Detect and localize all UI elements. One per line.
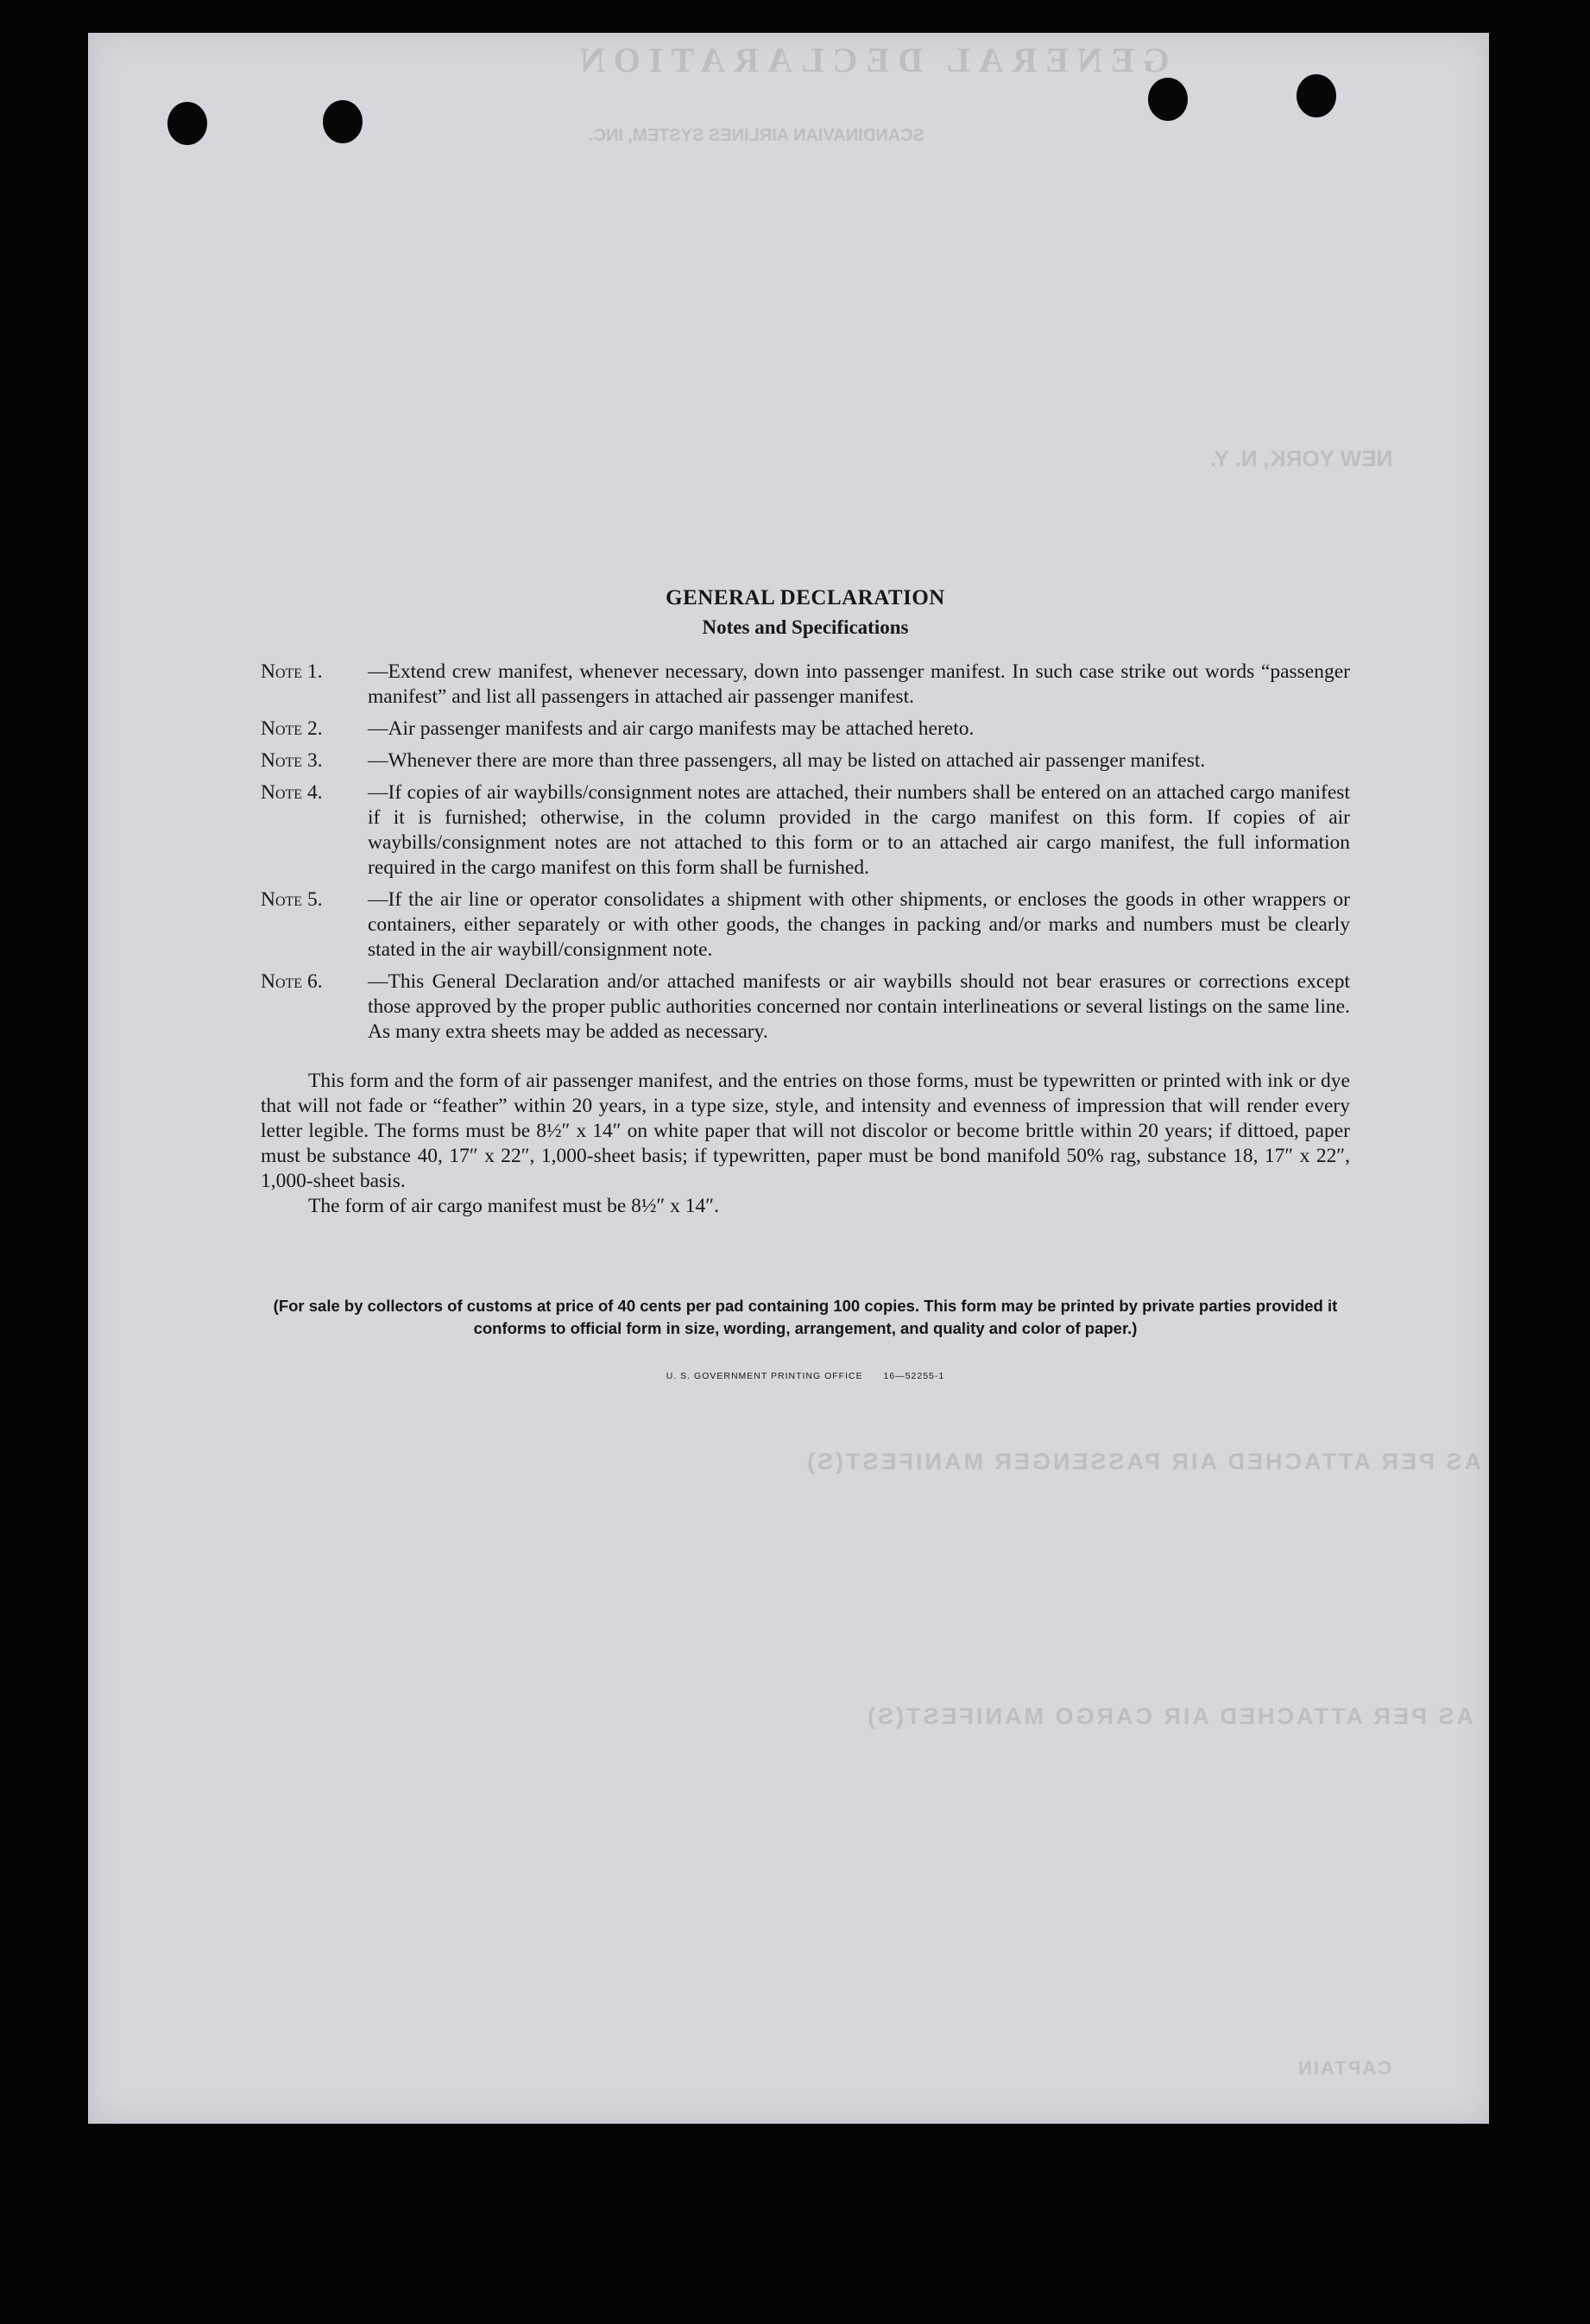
document-sheet (88, 33, 1489, 2124)
show-through-passenger-manifest: AS PER ATTACHED AIR PASSENGER MANIFEST(S) (804, 1449, 1482, 1475)
note-item (261, 969, 1350, 1045)
show-through-cargo-manifest: AS PER ATTACHED AIR CARGO MANIFEST(S) (865, 1703, 1473, 1729)
note-item (261, 717, 1350, 742)
printer-name: U. S. GOVERNMENT PRINTING OFFICE (666, 1371, 863, 1381)
note-label: Note 4. (261, 781, 323, 804)
note-text: —If the air line or operator consolidates a shipment with other shipments, or encloses the goods in other wrappers or containers, either separately or with other goods, the changes in packing and/or marks and numbers must be clearly stated in the air waybill/consignment note. (368, 888, 1350, 961)
form-requirements-paragraph (261, 1069, 1350, 1194)
punch-hole (167, 102, 207, 145)
cargo-size-line: The form of air cargo manifest must be 8½″ x 14″. (308, 1195, 719, 1217)
note-text: —Whenever there are more than three passengers, all may be listed on attached air passenger manifest. (368, 749, 1206, 772)
note-item (261, 660, 1350, 710)
declaration-content (261, 584, 1350, 1381)
notes-list (261, 660, 1350, 1045)
note-text: —Air passenger manifests and air cargo manifests may be attached hereto. (368, 717, 975, 740)
show-through-captain: CAPTAIN (1297, 2057, 1392, 2079)
note-label: Note 3. (261, 749, 323, 772)
show-through-city: NEW YORK, N. Y. (1210, 445, 1393, 471)
printer-code: 16—52255-1 (883, 1371, 945, 1381)
note-text: —If copies of air waybills/consignment notes are attached, their numbers shall be entered on an attached cargo manifest if it is furnished; otherwise, in the column provided in the cargo manifest on this form. If copies of air waybills/consignment notes are not attached to this form or to an attached air cargo manifest, the full information required in the cargo manifest on this form shall be furnished. (368, 781, 1350, 879)
note-label: Note 2. (261, 717, 323, 740)
show-through-airline: SCANDINAVIAN AIRLINES SYSTEM, INC. (589, 126, 924, 145)
note-item (261, 887, 1350, 963)
printer-line (261, 1371, 1350, 1381)
document-subtitle: Notes and Specifications (702, 616, 909, 638)
punch-hole (323, 100, 363, 143)
document-title: GENERAL DECLARATION (666, 586, 945, 609)
note-text: —Extend crew manifest, whenever necessary, down into passenger manifest. In such case strike out words “passenger manifest” and list all passengers in attached air passenger manifest. (368, 660, 1350, 708)
note-item (261, 748, 1350, 774)
note-label: Note 1. (261, 660, 323, 683)
note-item (261, 780, 1350, 881)
punch-hole (1148, 78, 1188, 121)
form-requirements-text: This form and the form of air passenger manifest, and the entries on those forms, must be typewritten or printed with ink or dye that will not fade or “feather” within 20 years, in a type size, style, and intensity and evenness of impression that will render every letter legible. The forms must be 8½″ x 14″ on white paper that will not discolor or become brittle within 20 years; if dittoed, paper must be substance 40, 17″ x 22″, 1,000-sheet basis; if typewritten, paper must be bond manifold 50% rag, substance 18, 17″ x 22″, 1,000-sheet basis. (261, 1070, 1350, 1192)
note-label: Note 5. (261, 888, 323, 911)
note-text: —This General Declaration and/or attached manifests or air waybills should not bear erasures or corrections except those approved by the proper public authorities concerned nor contain interlineations or several listings on the same line. As many extra sheets may be added as necessary. (368, 970, 1350, 1043)
show-through-header: GENERAL DECLARATION (571, 41, 1170, 79)
sale-note: (For sale by collectors of customs at price of 40 cents per pad containing 100 copies. This form may be printed by private parties provided it conforms to official form in size, wording, arrangement, and quality and color of paper.) (273, 1297, 1338, 1337)
punch-hole (1297, 74, 1336, 117)
note-label: Note 6. (261, 970, 323, 993)
paragraph-indent (261, 1070, 308, 1092)
